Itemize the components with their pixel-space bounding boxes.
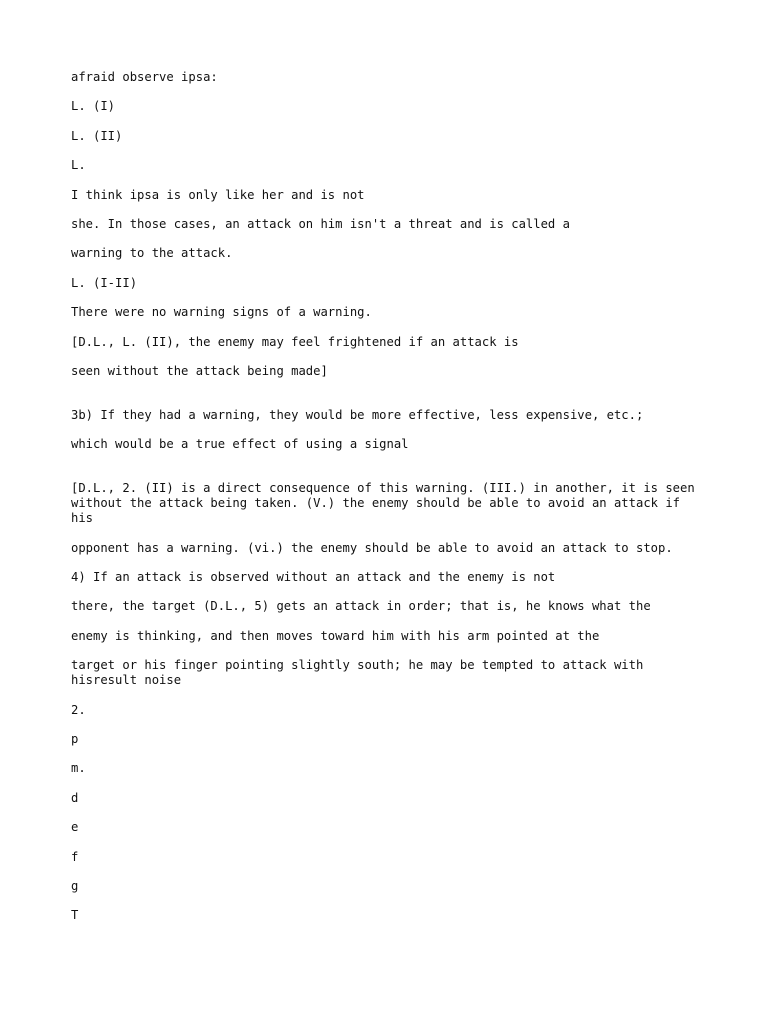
- paragraph-5: I think ipsa is only like her and is not: [71, 187, 365, 202]
- paragraph-27: T: [71, 908, 79, 923]
- paragraph-26: g: [71, 878, 79, 893]
- paragraph-11: seen without the attack being made]: [71, 363, 328, 378]
- paragraph-10: [D.L., L. (II), the enemy may feel frightened if an attack is: [71, 334, 519, 349]
- paragraph-4: L.: [71, 158, 86, 173]
- paragraph-20: 2.: [71, 702, 86, 717]
- document-body: [71, 70, 701, 938]
- paragraph-15: opponent has a warning. (vi.) the enemy should be able to avoid an attack to stop.: [71, 540, 673, 555]
- paragraph-13: which would be a true effect of using a signal: [71, 437, 409, 452]
- paragraph-1: afraid observe ipsa:: [71, 70, 218, 84]
- section-gap: [71, 467, 701, 482]
- paragraph-6: she. In those cases, an attack on him isn't a threat and is called a: [71, 216, 570, 231]
- paragraph-7: warning to the attack.: [71, 246, 233, 261]
- paragraph-18: enemy is thinking, and then moves toward him with his arm pointed at the: [71, 628, 600, 643]
- paragraph-25: f: [71, 849, 79, 864]
- paragraph-24: e: [71, 820, 79, 835]
- paragraph-22: m.: [71, 761, 86, 776]
- paragraph-3: L. (II): [71, 128, 123, 143]
- paragraph-19: target or his finger pointing slightly south; he may be tempted to attack with hisresult noise: [71, 658, 651, 688]
- paragraph-8: L. (I-II): [71, 275, 138, 290]
- paragraph-2: L. (I): [71, 99, 116, 114]
- paragraph-9: There were no warning signs of a warning.: [71, 305, 372, 320]
- paragraph-17: there, the target (D.L., 5) gets an attack in order; that is, he knows what the: [71, 599, 651, 614]
- paragraph-21: p: [71, 732, 79, 746]
- paragraph-23: d: [71, 790, 79, 805]
- paragraph-12: 3b) If they had a warning, they would be more effective, less expensive, etc.;: [71, 407, 644, 422]
- section-gap: [71, 393, 701, 408]
- paragraph-16: 4) If an attack is observed without an attack and the enemy is not: [71, 570, 556, 585]
- paragraph-14: [D.L., 2. (II) is a direct consequence of this warning. (III.) in another, it is seen without the attack being taken. (V.) the enemy should be able to avoid an attack if his: [71, 481, 703, 526]
